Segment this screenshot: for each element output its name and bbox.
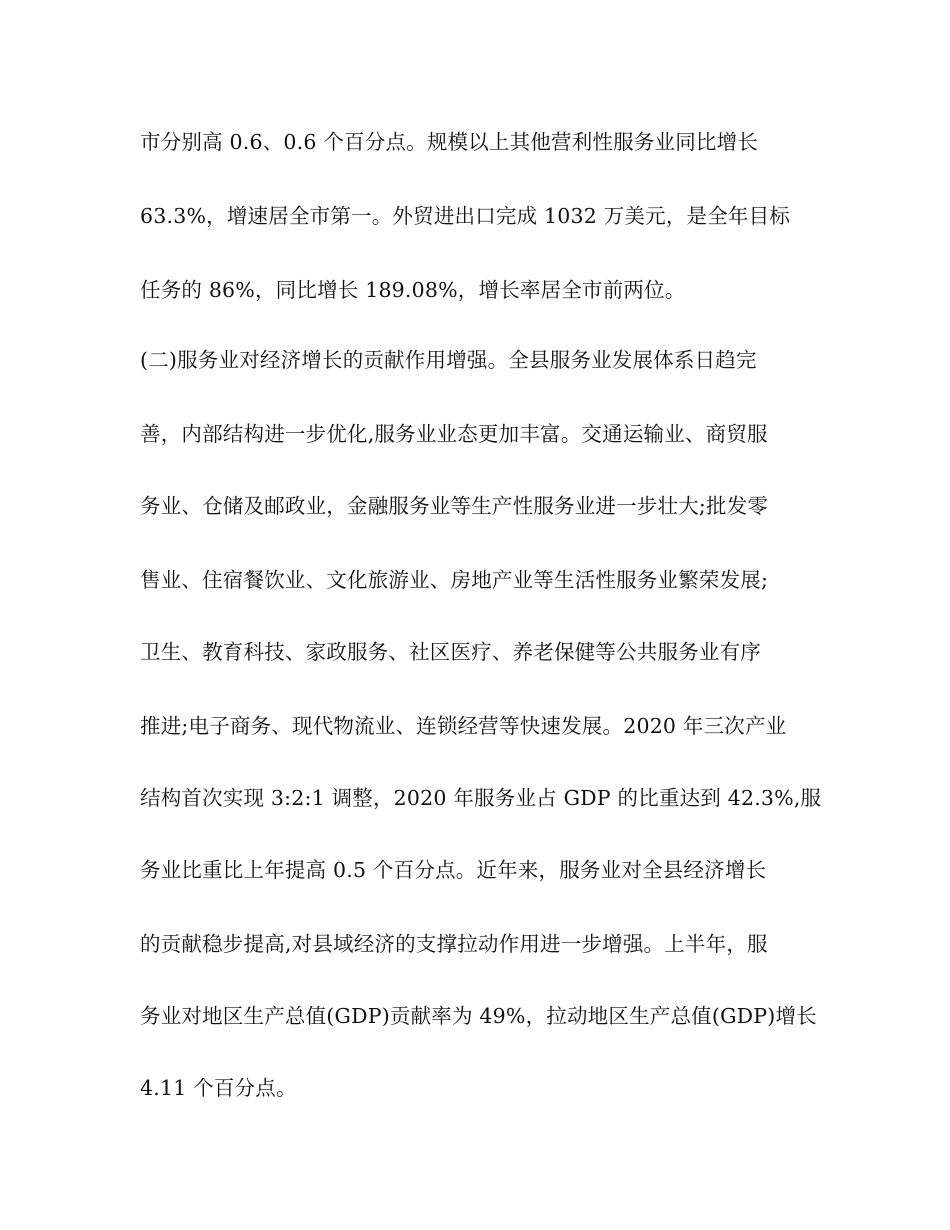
section-heading-line: (二)服务业对经济增长的贡献作用增强。全县服务业发展体系日趋完 (140, 348, 757, 372)
text-line: 务业比重比上年提高 0.5 个百分点。近年来，服务业对全县经济增长 (140, 858, 767, 882)
text-line: 63.3%，增速居全市第一。外贸进出口完成 1032 万美元，是全年目标 (140, 204, 791, 228)
text-line: 4.11 个百分点。 (140, 1076, 297, 1100)
text-line: 务业、仓储及邮政业，金融服务业等生产性服务业进一步壮大;批发零 (140, 494, 769, 518)
text-line: 推进;电子商务、现代物流业、连锁经营等快速发展。2020 年三次产业 (140, 714, 787, 738)
text-line: 结构首次实现 3:2:1 调整，2020 年服务业占 GDP 的比重达到 42.3%,服 (140, 786, 822, 810)
text-line: 卫生、教育科技、家政服务、社区医疗、养老保健等公共服务业有序 (140, 640, 761, 664)
text-line: 的贡献稳步提高,对县域经济的支撑拉动作用进一步增强。上半年，服 (140, 932, 768, 956)
text-line: 售业、住宿餐饮业、文化旅游业、房地产业等生活性服务业繁荣发展; (140, 568, 769, 592)
text-line: 任务的 86%，同比增长 189.08%，增长率居全市前两位。 (140, 278, 686, 302)
text-line: 善，内部结构进一步优化,服务业业态更加丰富。交通运输业、商贸服 (140, 422, 768, 446)
text-line: 市分别高 0.6、0.6 个百分点。规模以上其他营利性服务业同比增长 (140, 130, 759, 154)
text-line: 务业对地区生产总值(GDP)贡献率为 49%，拉动地区生产总值(GDP)增长 (140, 1004, 817, 1028)
